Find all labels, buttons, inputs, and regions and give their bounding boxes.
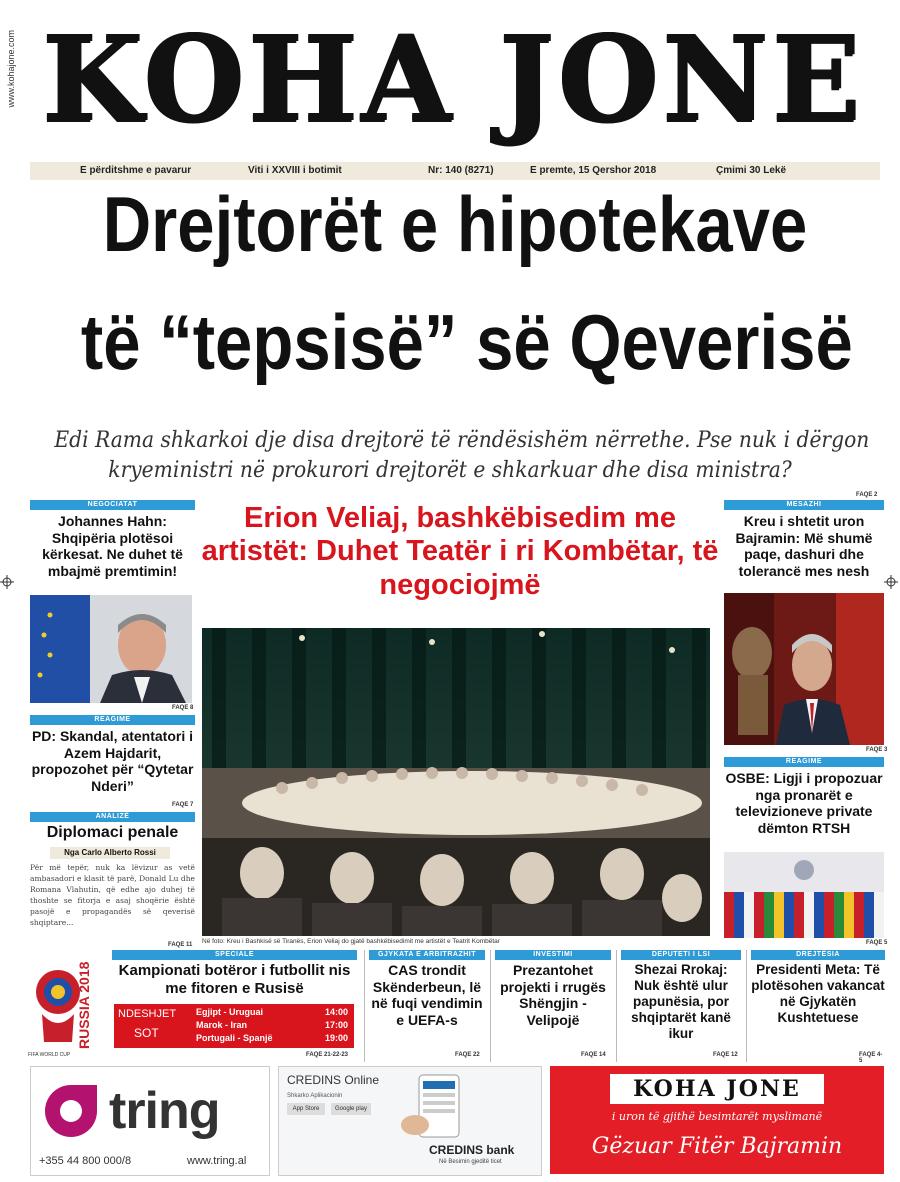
meta-headline[interactable]: Presidenti Meta: Të plotësohen vakancat në Gjykatën Kushtetuese: [751, 962, 885, 1025]
credins-sub: Shkarko Aplikacionin: [287, 1093, 343, 1099]
story-hahn-headline[interactable]: Johannes Hahn: Shqipëria plotësoi kërkesat. Ne duhet të mbajmë premtimin!: [42, 513, 183, 579]
category-speciale: SPECIALE: [112, 950, 357, 960]
phone-hand-icon: [399, 1071, 485, 1141]
category-arbitrazhi: GJYKATA E ARBITRAZHIT: [369, 950, 485, 960]
registration-mark-icon: [884, 575, 898, 589]
hahn-page-ref: FAQE 8: [172, 705, 194, 711]
hahn-photo: [30, 595, 192, 703]
category-reagime: REAGIME: [724, 757, 884, 767]
story-pd-headline[interactable]: PD: Skandal, atentatori i Azem Hajdarit, propozohet për “Qytetar Nderi”: [31, 728, 194, 794]
match-teams: Portugali - Spanjë: [196, 1033, 273, 1043]
match-time: 19:00: [324, 1033, 348, 1043]
app-store-button[interactable]: App Store: [287, 1103, 325, 1115]
cas-headline[interactable]: CAS trondit Skënderbeun, lë në fuqi vendimin e UEFA-s: [371, 962, 483, 1028]
tagline: E përditshme e pavarur: [80, 165, 192, 176]
tring-ad[interactable]: [30, 1066, 270, 1176]
byline: Nga Carlo Alberto Rossi: [50, 847, 170, 859]
kohajone-greeting-ad: [550, 1066, 884, 1174]
meta-photo: [724, 593, 884, 745]
greeting-masthead: KOHA JONE: [610, 1074, 824, 1104]
theatre-photo: [202, 628, 710, 936]
masthead-url: www.kohajone.com: [6, 30, 16, 108]
worldcup-page-ref: FAQE 21-22-23: [306, 1052, 349, 1058]
category-reagime: REAGIME: [30, 715, 195, 725]
road-headline[interactable]: Prezantohet projekti i rrugës Shëngjin -Velipojë: [500, 962, 606, 1028]
meta-box: [746, 950, 885, 1062]
google-play-button[interactable]: Google play: [331, 1103, 371, 1115]
story-osbe-headline[interactable]: OSBE: Ligji i propozuar nga pronarët e televizioneve private dëmton RTSH: [725, 770, 883, 836]
diplomaci-page-ref: FAQE 11: [168, 942, 193, 948]
registration-mark-icon: [0, 575, 14, 589]
veliaj-headline[interactable]: Erion Veliaj, bashkëbisedim me artistët: Duhet Teatër i ri Kombëtar, të negociojmë: [201, 502, 719, 601]
info-bar: [30, 162, 880, 180]
main-page-ref: FAQE 2: [856, 492, 878, 498]
pd-page-ref: FAQE 7: [172, 802, 194, 808]
story-bajram-headline[interactable]: Kreu i shtetit uron Bajramin: Më shumë paqe, dashuri dhe tolerancë mes nesh: [735, 513, 873, 579]
bajram-page-ref: FAQE 3: [866, 747, 888, 753]
credins-slogan: Në Besimin gjeditë ticet: [439, 1159, 502, 1165]
issue-date: E premte, 15 Qershor 2018: [530, 165, 657, 176]
main-headline-line1: Drejtorët e hipotekave: [102, 180, 808, 268]
credins-brand: CREDINS bank: [429, 1143, 515, 1157]
worldcup-headline[interactable]: Kampionati botëror i futbollit nis me fitoren e Rusisë: [118, 962, 351, 997]
rrokaj-headline[interactable]: Shezai Rrokaj: Nuk është ulur papunësia, por shqiptarët kanë ikur: [631, 962, 731, 1041]
masthead-title: KOHA JONE: [41, 9, 864, 148]
tring-name: tring: [109, 1082, 220, 1140]
cas-page-ref: FAQE 22: [455, 1052, 480, 1058]
road-page-ref: FAQE 14: [581, 1052, 606, 1058]
category-negociatat: NEGOCIATAT: [30, 500, 195, 510]
match-time: 14:00: [324, 1007, 348, 1017]
price: Çmimi 30 Lekë: [716, 165, 787, 176]
match-time: 17:00: [324, 1020, 348, 1030]
main-dek-line2: kryeministri në prokurori drejtorët e shkarkuar dhe disa ministra?: [108, 458, 792, 483]
main-headline-line2: të “tepsisë” së Qeverisë: [80, 298, 853, 386]
year-label: Viti i XXVIII i botimit: [248, 165, 342, 176]
category-analize: ANALIZË: [30, 812, 195, 822]
credins-title: CREDINS Online: [287, 1073, 380, 1087]
category-investimi: INVESTIMI: [495, 950, 611, 960]
ndeshjet-label: NDESHJET: [118, 1008, 177, 1020]
worldcup-logo-sub: FIFA WORLD CUP: [28, 1052, 71, 1058]
greeting-line2: Gëzuar Fitër Bajramin: [591, 1134, 843, 1159]
greeting-line1: i uron të gjithë besimtarët myslimanë: [611, 1110, 823, 1123]
sot-label: SOT: [134, 1026, 159, 1040]
story-diplomaci-body: Për më tepër, nuk ka lëvizur as vetë ambasadori e klasit të parë, Donald Lu dhe Romana Vlahutin, që edhe ajo duhej të thoshte se fitorja e asaj shoqërie është pasojë e propagandës së qeverisë shqiptare...: [30, 863, 195, 927]
meta-page-ref: FAQE 4-5: [859, 1052, 883, 1064]
matches-box: [114, 1004, 354, 1048]
tring-phone: +355 44 800 000/8: [39, 1155, 132, 1167]
tring-url: www.tring.al: [187, 1155, 247, 1167]
category-drejtesia: DREJTËSIA: [751, 950, 885, 960]
tring-logo-icon: [41, 1081, 101, 1141]
credins-ad[interactable]: [278, 1066, 542, 1176]
match-teams: Egjipt - Uruguai: [196, 1007, 263, 1017]
match-row: [196, 1032, 348, 1045]
osbe-flags-photo: [724, 852, 884, 938]
theatre-photo-caption: Në foto: Kreu i Bashkisë së Tiranës, Erion Veliaj do gjatë bashkëbisedimit me artistët e Teatrit Kombëtar: [202, 938, 500, 945]
story-diplomaci-headline[interactable]: Diplomaci penale: [46, 824, 179, 841]
match-row: [196, 1019, 348, 1032]
main-dek-line1: Edi Rama shkarkoi dje disa drejtorë të rëndësishëm nërrethe. Pse nuk i dërgon: [54, 428, 870, 453]
worldcup-logo-text: RUSSIA 2018: [76, 961, 92, 1049]
road-box: [490, 950, 613, 1062]
match-teams: Marok - Iran: [196, 1020, 248, 1030]
rrokaj-box: [616, 950, 743, 1062]
rrokaj-page-ref: FAQE 12: [713, 1052, 738, 1058]
match-row: [196, 1006, 348, 1019]
category-deputeti: DEPUTETI I LSI: [621, 950, 741, 960]
match-list: [196, 1006, 348, 1045]
category-mesazhi: MESAZHI: [724, 500, 884, 510]
issue-number: Nr: 140 (8271): [428, 165, 494, 176]
osbe-page-ref: FAQE 5: [866, 940, 888, 946]
cas-box: [364, 950, 487, 1062]
